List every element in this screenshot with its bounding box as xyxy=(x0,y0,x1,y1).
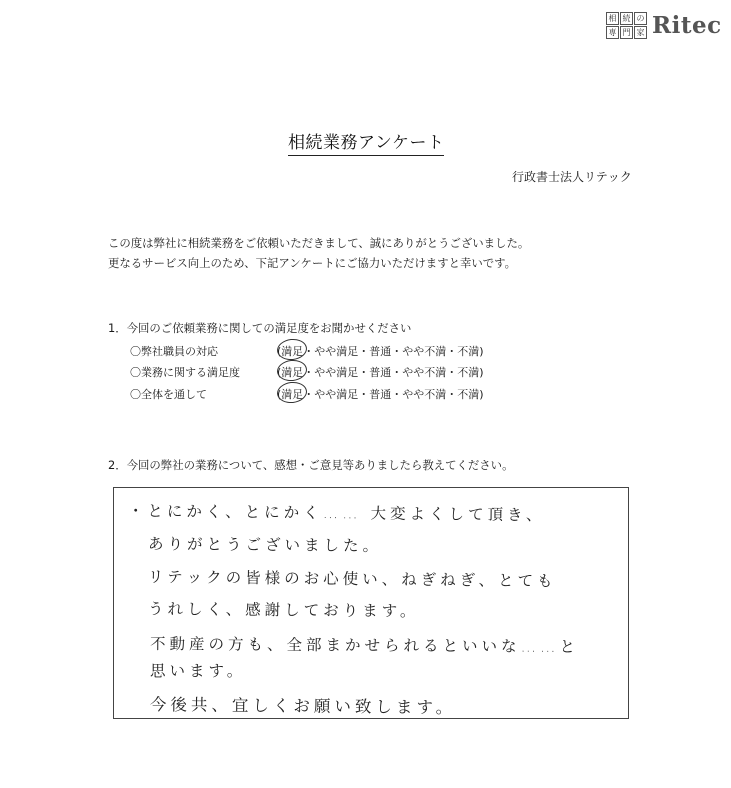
answer-line: 今後共、宜しくお願い致します。 xyxy=(149,695,457,718)
document-title: 相続業務アンケート xyxy=(288,128,444,156)
answer-line: ・とにかく、とにかく…… 大変よくして頂き、 xyxy=(127,502,546,525)
rating-options: (満足・やや満足・普通・やや不満・不満) xyxy=(277,345,484,358)
answer-line: ありがとうございました。 xyxy=(147,535,383,556)
row-label: 〇業務に関する満足度 xyxy=(130,366,240,379)
seal-char: 相 xyxy=(606,12,619,25)
row-label: 〇弊社職員の対応 xyxy=(130,345,218,358)
selected-rating: 満足 xyxy=(281,388,304,401)
rating-options: (満足・やや満足・普通・やや不満・不満) xyxy=(277,388,484,401)
row-label: 〇全体を通して xyxy=(130,388,207,401)
selected-rating: 満足 xyxy=(281,366,304,379)
seal-char: の xyxy=(634,12,647,25)
answer-line: 思います。 xyxy=(150,662,247,680)
answer-line: うれしく、感謝しております。 xyxy=(147,600,420,621)
company-logo xyxy=(606,12,722,39)
rating-options: (満足・やや満足・普通・やや不満・不満) xyxy=(277,366,484,379)
seal-char: 門 xyxy=(620,26,633,39)
intro-line: 更なるサービス向上のため、下記アンケートにご協力いただけますと幸いです。 xyxy=(108,256,517,270)
selected-rating: 満足 xyxy=(281,345,304,358)
intro-text xyxy=(108,233,529,273)
company-name: 行政書士法人リテック xyxy=(512,170,632,184)
question-1-label: 1．今回のご依頼業務に関しての満足度をお聞かせください xyxy=(108,321,412,335)
question-2-label: 2．今回の弊社の業務について、感想・ご意見等ありましたら教えてください。 xyxy=(108,458,514,472)
intro-line: この度は弊社に相続業務をご依頼いただきまして、誠にありがとうございました。 xyxy=(108,236,530,250)
logo-seal xyxy=(606,12,647,39)
logo-brand: Ritec xyxy=(652,12,722,39)
answer-line: 不動産の方も、全部まかせられるといいな……と xyxy=(149,635,580,656)
seal-char: 専 xyxy=(606,26,619,39)
seal-char: 家 xyxy=(634,26,647,39)
answer-line: リテックの皆様のお心使い、ねぎねぎ、とても xyxy=(147,568,557,591)
seal-char: 続 xyxy=(620,12,633,25)
